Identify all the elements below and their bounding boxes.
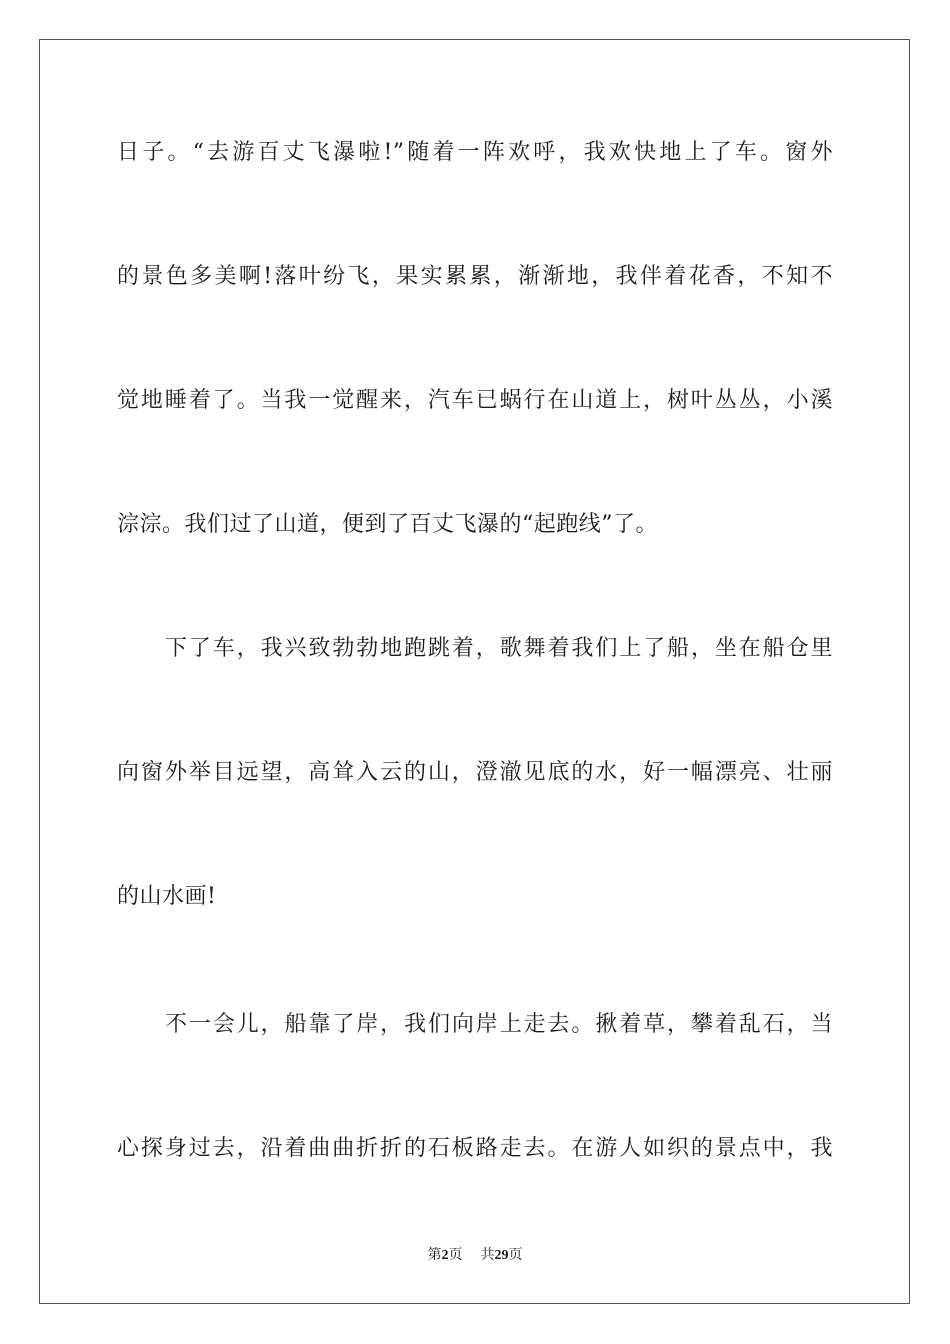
total-prefix: 共 bbox=[480, 1247, 495, 1263]
text-line-6: 向窗外举目远望，高耸入云的山，澄澈见底的水，好一幅漂亮、壮丽 bbox=[117, 760, 833, 785]
page-suffix: 页 bbox=[448, 1247, 463, 1263]
page-prefix: 第 bbox=[427, 1247, 442, 1263]
text-line-3: 觉地睡着了。当我一觉醒来，汽车已蜗行在山道上，树叶丛丛，小溪 bbox=[117, 388, 833, 413]
text-line-5: 下了车，我兴致勃勃地跑跳着，歌舞着我们上了船，坐在船仓里 bbox=[165, 636, 833, 661]
text-line-7: 的山水画! bbox=[117, 884, 217, 909]
page-frame bbox=[39, 39, 910, 1304]
text-line-4: 淙淙。我们过了山道，便到了百丈飞瀑的“起跑线”了。 bbox=[117, 512, 658, 537]
page-number: 2 bbox=[441, 1248, 449, 1263]
page-footer bbox=[0, 1246, 950, 1265]
text-line-2: 的景色多美啊!落叶纷飞，果实累累，渐渐地，我伴着花香，不知不 bbox=[117, 264, 833, 289]
text-line-1: 日子。“去游百丈飞瀑啦!”随着一阵欢呼，我欢快地上了车。窗外 bbox=[117, 140, 833, 165]
text-line-8: 不一会儿，船靠了岸，我们向岸上走去。揪着草，攀着乱石，当 bbox=[165, 1012, 833, 1037]
total-suffix: 页 bbox=[508, 1247, 523, 1263]
total-pages: 29 bbox=[494, 1248, 509, 1263]
text-line-9: 心探身过去，沿着曲曲折折的石板路走去。在游人如织的景点中，我 bbox=[117, 1136, 833, 1161]
